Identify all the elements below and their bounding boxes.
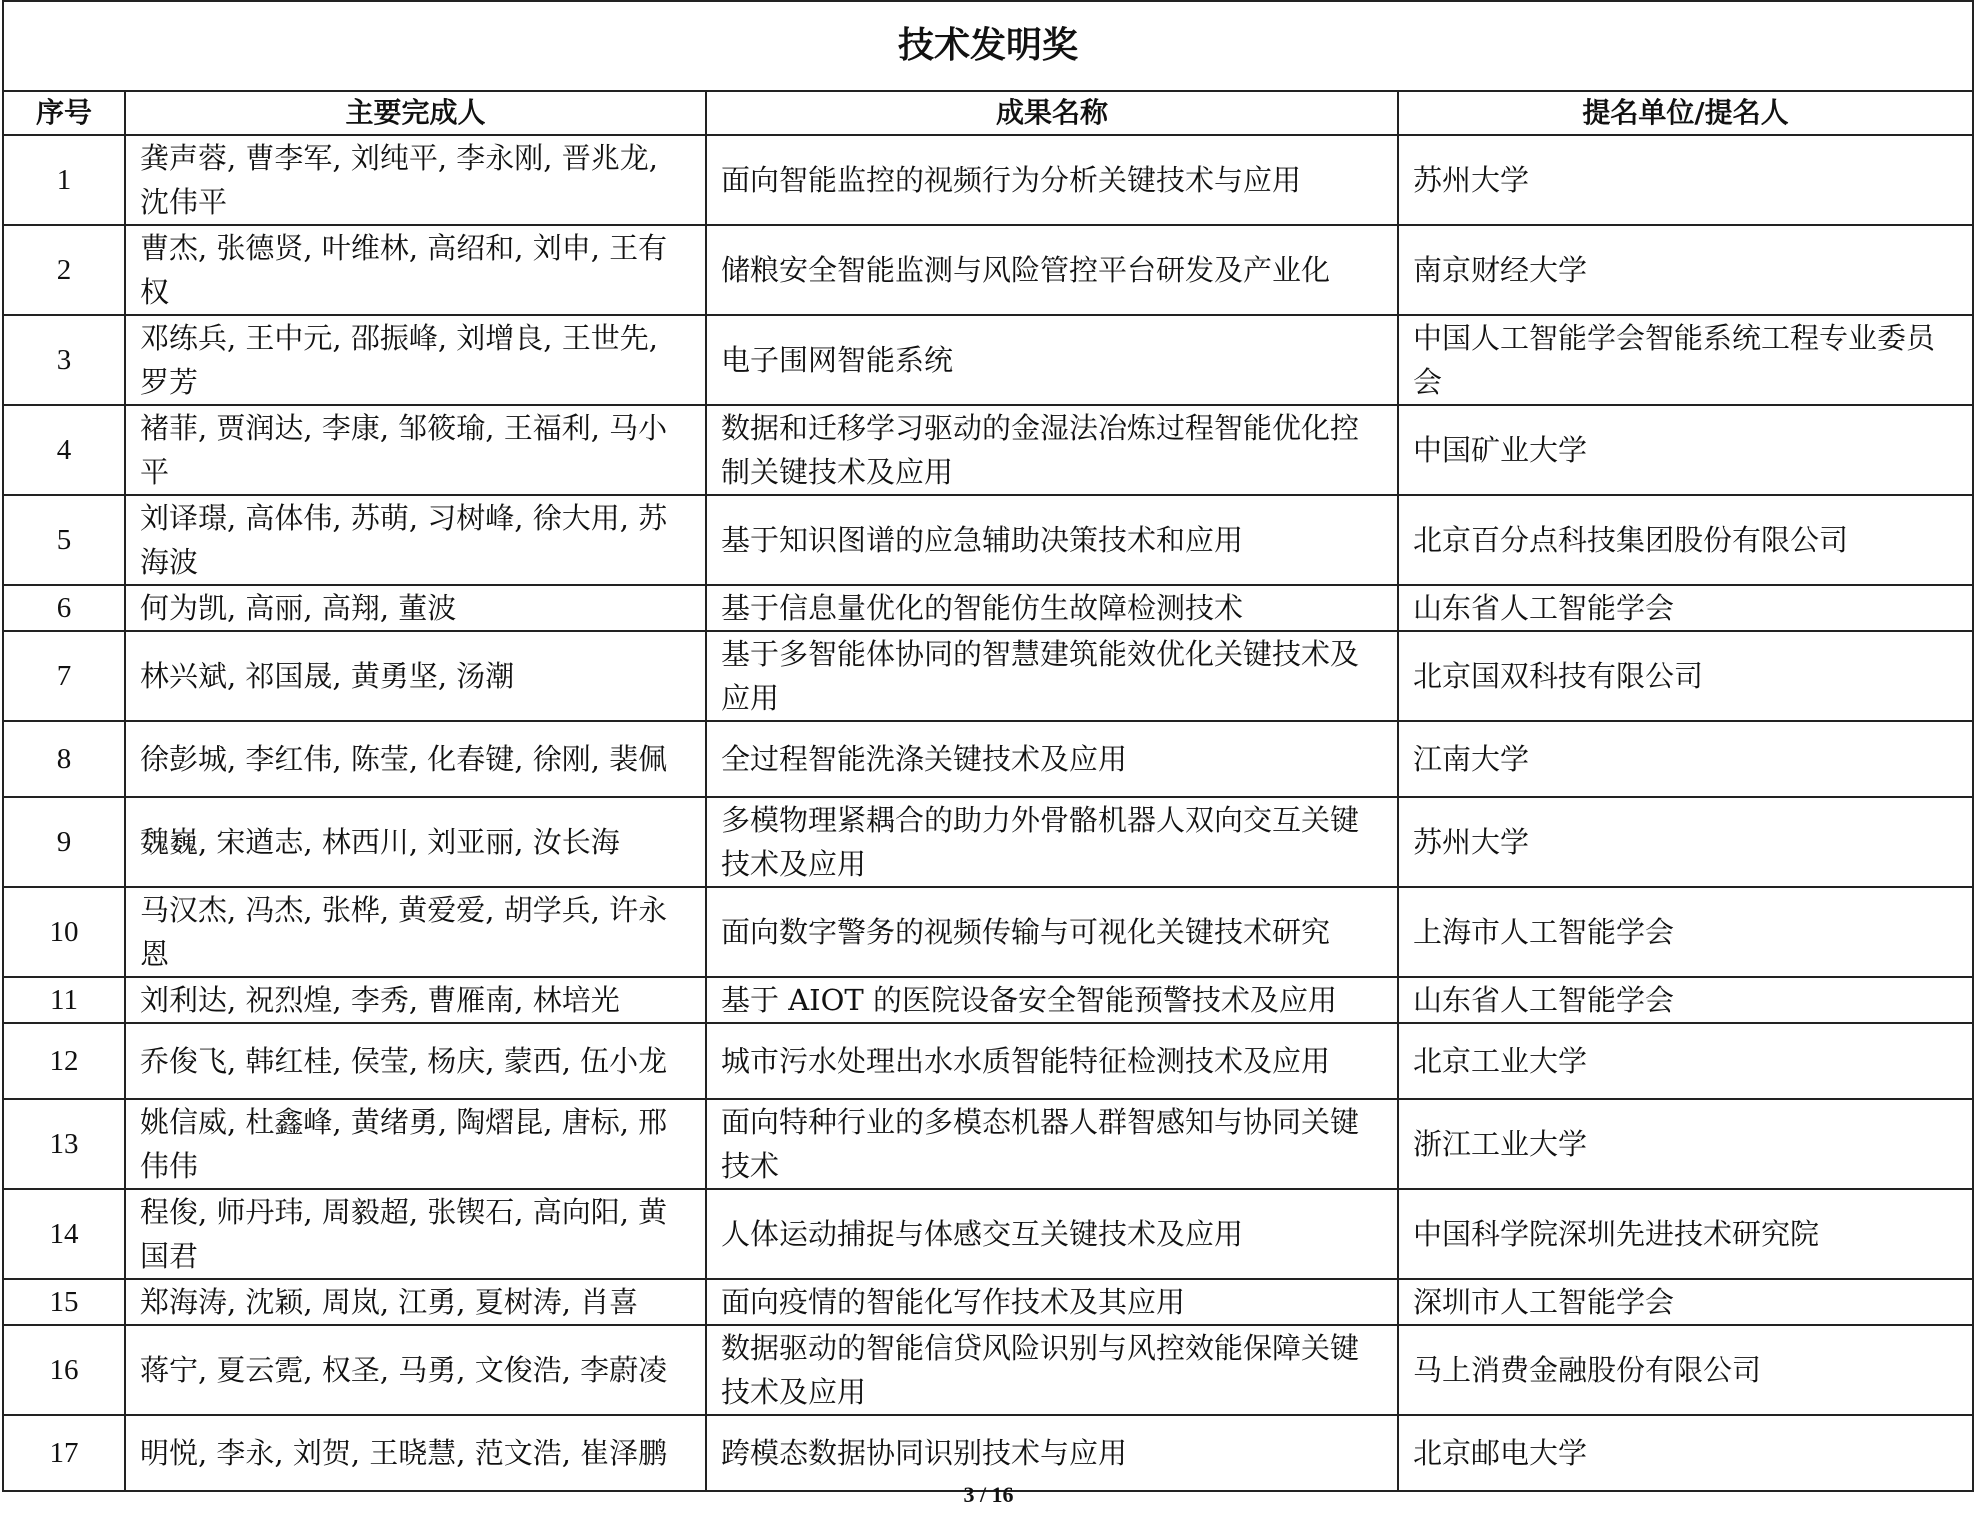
table-row <box>3 977 1973 1023</box>
row-no: 1 <box>3 135 125 225</box>
row-no: 8 <box>3 721 125 797</box>
row-achievement: 面向疫情的智能化写作技术及其应用 <box>706 1279 1398 1325</box>
table-row <box>3 1099 1973 1189</box>
row-achievement: 数据和迁移学习驱动的金湿法冶炼过程智能优化控制关键技术及应用 <box>706 405 1398 495</box>
table-row <box>3 1325 1973 1415</box>
table-row <box>3 405 1973 495</box>
row-people: 徐彭城, 李红伟, 陈莹, 化春键, 徐刚, 裴佩 <box>125 721 706 797</box>
row-achievement: 基于 AIOT 的医院设备安全智能预警技术及应用 <box>706 977 1398 1023</box>
row-achievement: 多模物理紧耦合的助力外骨骼机器人双向交互关键技术及应用 <box>706 797 1398 887</box>
row-achievement: 面向特种行业的多模态机器人群智感知与协同关键技术 <box>706 1099 1398 1189</box>
row-people: 蒋宁, 夏云霓, 权圣, 马勇, 文俊浩, 李蔚凌 <box>125 1325 706 1415</box>
row-no: 9 <box>3 797 125 887</box>
row-people: 刘译璟, 高体伟, 苏萌, 习树峰, 徐大用, 苏海波 <box>125 495 706 585</box>
row-nominator: 北京工业大学 <box>1398 1023 1973 1099</box>
row-people: 明悦, 李永, 刘贺, 王晓慧, 范文浩, 崔泽鹏 <box>125 1415 706 1491</box>
row-nominator: 江南大学 <box>1398 721 1973 797</box>
row-achievement: 面向数字警务的视频传输与可视化关键技术研究 <box>706 887 1398 977</box>
row-nominator: 北京国双科技有限公司 <box>1398 631 1973 721</box>
row-people: 何为凯, 高丽, 高翔, 董波 <box>125 585 706 631</box>
row-nominator: 苏州大学 <box>1398 797 1973 887</box>
row-no: 5 <box>3 495 125 585</box>
row-people: 邓练兵, 王中元, 邵振峰, 刘增良, 王世先, 罗芳 <box>125 315 706 405</box>
row-people: 林兴斌, 祁国晟, 黄勇坚, 汤潮 <box>125 631 706 721</box>
row-no: 3 <box>3 315 125 405</box>
row-no: 14 <box>3 1189 125 1279</box>
row-people: 程俊, 师丹玮, 周毅超, 张锲石, 高向阳, 黄国君 <box>125 1189 706 1279</box>
row-achievement: 电子围网智能系统 <box>706 315 1398 405</box>
table-row <box>3 1189 1973 1279</box>
row-people: 刘利达, 祝烈煌, 李秀, 曹雁南, 林培光 <box>125 977 706 1023</box>
row-achievement: 基于多智能体协同的智慧建筑能效优化关键技术及应用 <box>706 631 1398 721</box>
award-table <box>2 0 1974 1492</box>
table-title: 技术发明奖 <box>3 1 1973 91</box>
row-nominator: 北京百分点科技集团股份有限公司 <box>1398 495 1973 585</box>
header-achievement: 成果名称 <box>706 91 1398 135</box>
row-no: 17 <box>3 1415 125 1491</box>
row-people: 褚菲, 贾润达, 李康, 邹筱瑜, 王福利, 马小平 <box>125 405 706 495</box>
row-people: 郑海涛, 沈颖, 周岚, 江勇, 夏树涛, 肖喜 <box>125 1279 706 1325</box>
row-no: 7 <box>3 631 125 721</box>
row-achievement: 基于知识图谱的应急辅助决策技术和应用 <box>706 495 1398 585</box>
table-row <box>3 797 1973 887</box>
row-no: 16 <box>3 1325 125 1415</box>
row-achievement: 面向智能监控的视频行为分析关键技术与应用 <box>706 135 1398 225</box>
header-nominator: 提名单位/提名人 <box>1398 91 1973 135</box>
row-achievement: 基于信息量优化的智能仿生故障检测技术 <box>706 585 1398 631</box>
row-achievement: 跨模态数据协同识别技术与应用 <box>706 1415 1398 1491</box>
row-no: 6 <box>3 585 125 631</box>
row-nominator: 山东省人工智能学会 <box>1398 977 1973 1023</box>
row-achievement: 数据驱动的智能信贷风险识别与风控效能保障关键技术及应用 <box>706 1325 1398 1415</box>
row-no: 11 <box>3 977 125 1023</box>
header-people: 主要完成人 <box>125 91 706 135</box>
row-no: 13 <box>3 1099 125 1189</box>
table-row <box>3 631 1973 721</box>
row-people: 曹杰, 张德贤, 叶维林, 高绍和, 刘申, 王有权 <box>125 225 706 315</box>
row-nominator: 苏州大学 <box>1398 135 1973 225</box>
row-achievement: 人体运动捕捉与体感交互关键技术及应用 <box>706 1189 1398 1279</box>
row-no: 15 <box>3 1279 125 1325</box>
row-achievement: 城市污水处理出水水质智能特征检测技术及应用 <box>706 1023 1398 1099</box>
table-row <box>3 887 1973 977</box>
row-nominator: 山东省人工智能学会 <box>1398 585 1973 631</box>
row-nominator: 中国人工智能学会智能系统工程专业委员会 <box>1398 315 1973 405</box>
award-table-frame <box>2 0 1972 1476</box>
row-achievement: 储粮安全智能监测与风险管控平台研发及产业化 <box>706 225 1398 315</box>
table-row <box>3 315 1973 405</box>
row-nominator: 深圳市人工智能学会 <box>1398 1279 1973 1325</box>
row-people: 马汉杰, 冯杰, 张桦, 黄爱爱, 胡学兵, 许永恩 <box>125 887 706 977</box>
table-row <box>3 225 1973 315</box>
table-row <box>3 721 1973 797</box>
row-no: 10 <box>3 887 125 977</box>
row-achievement: 全过程智能洗涤关键技术及应用 <box>706 721 1398 797</box>
table-row <box>3 1415 1973 1491</box>
table-row <box>3 1023 1973 1099</box>
table-row <box>3 135 1973 225</box>
row-people: 龚声蓉, 曹李军, 刘纯平, 李永刚, 晋兆龙, 沈伟平 <box>125 135 706 225</box>
row-nominator: 中国矿业大学 <box>1398 405 1973 495</box>
row-nominator: 上海市人工智能学会 <box>1398 887 1973 977</box>
table-row <box>3 585 1973 631</box>
row-people: 乔俊飞, 韩红桂, 侯莹, 杨庆, 蒙西, 伍小龙 <box>125 1023 706 1099</box>
row-nominator: 中国科学院深圳先进技术研究院 <box>1398 1189 1973 1279</box>
row-people: 魏巍, 宋遒志, 林西川, 刘亚丽, 汝长海 <box>125 797 706 887</box>
page-number: 3 / 16 <box>963 1482 1014 1507</box>
header-no: 序号 <box>3 91 125 135</box>
table-row <box>3 495 1973 585</box>
row-no: 12 <box>3 1023 125 1099</box>
row-no: 4 <box>3 405 125 495</box>
row-nominator: 南京财经大学 <box>1398 225 1973 315</box>
row-nominator: 马上消费金融股份有限公司 <box>1398 1325 1973 1415</box>
row-no: 2 <box>3 225 125 315</box>
row-nominator: 浙江工业大学 <box>1398 1099 1973 1189</box>
table-row <box>3 1279 1973 1325</box>
row-people: 姚信威, 杜鑫峰, 黄绪勇, 陶熠昆, 唐标, 邢伟伟 <box>125 1099 706 1189</box>
row-nominator: 北京邮电大学 <box>1398 1415 1973 1491</box>
